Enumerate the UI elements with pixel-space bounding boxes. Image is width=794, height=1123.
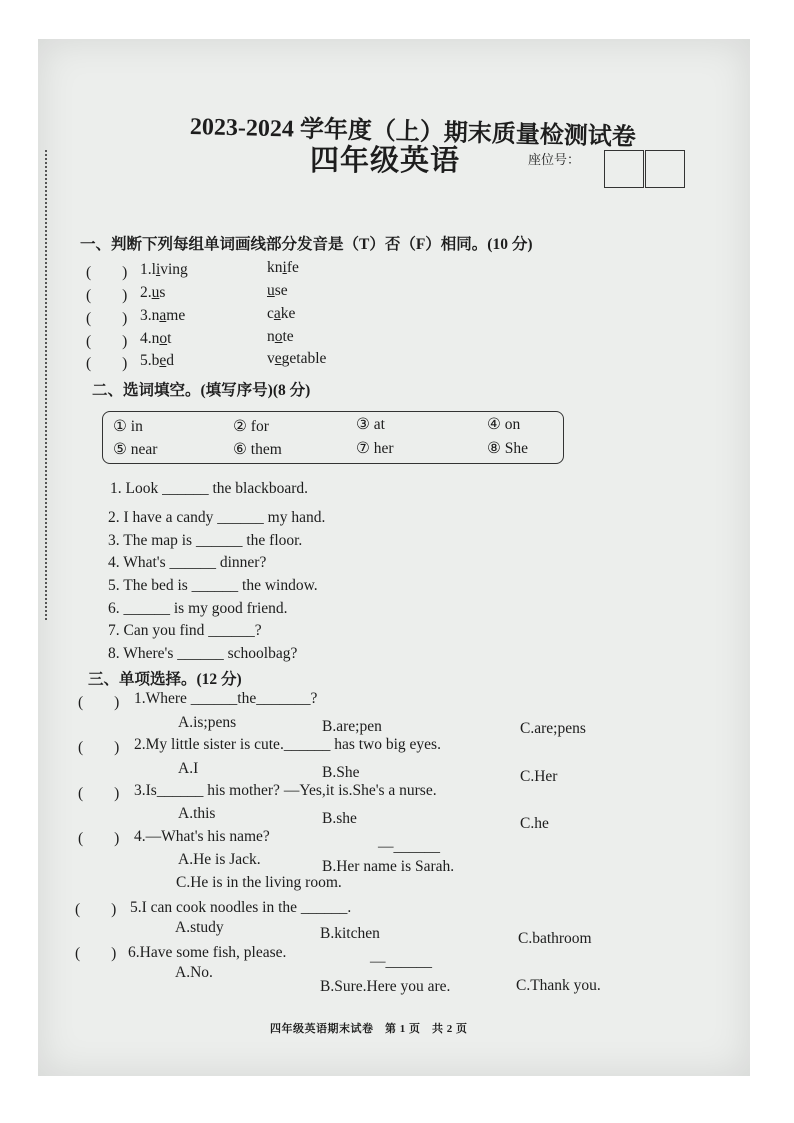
fill-sentence-7: 7. Can you find ______? [108, 622, 262, 639]
choice-c: C.he [520, 815, 549, 832]
choice-c: C.He is in the living room. [176, 874, 342, 891]
choice-c: C.bathroom [518, 930, 592, 947]
phonics-word-2: knife [267, 259, 299, 276]
fill-sentence-1: 1. Look ______ the blackboard. [110, 480, 309, 497]
word-option: ① in [113, 418, 143, 435]
word-option: ⑧ She [487, 440, 529, 457]
question-stem: 3.Is______ his mother? —Yes,it is.She's a nurse. [134, 782, 437, 799]
seat-number-box-2[interactable] [645, 150, 685, 188]
phonics-word-1: 1.living [140, 261, 188, 278]
phonics-word-2: cake [267, 305, 296, 322]
phonics-word-2: use [267, 282, 288, 299]
question-stem: 2.My little sister is cute.______ has two big eyes. [134, 736, 441, 753]
choice-a: A.is;pens [178, 714, 237, 731]
reply-blank: —______ [378, 838, 440, 855]
choice-b: B.are;pen [322, 718, 382, 735]
fill-sentence-4: 4. What's ______ dinner? [108, 554, 267, 571]
answer-bracket[interactable]: ( ) [78, 694, 120, 711]
answer-bracket[interactable]: ( ) [86, 333, 128, 350]
phonics-word-2: vegetable [267, 350, 327, 367]
fill-sentence-8: 8. Where's ______ schoolbag? [108, 645, 298, 662]
reply-blank: —______ [370, 953, 432, 970]
choice-c: C.Her [520, 768, 558, 785]
answer-bracket[interactable]: ( ) [86, 355, 128, 372]
answer-bracket[interactable]: ( ) [78, 739, 120, 756]
phonics-word-1: 3.name [140, 307, 186, 324]
word-option: ⑥ them [233, 441, 282, 458]
answer-bracket[interactable]: ( ) [86, 287, 128, 304]
word-option: ④ on [487, 416, 521, 433]
choice-a: A.He is Jack. [178, 851, 261, 868]
choice-a: A.study [175, 919, 224, 936]
exam-subtitle: 四年级英语 [310, 145, 461, 177]
section-3-heading: 三、单项选择。(12 分) [88, 671, 242, 688]
answer-bracket[interactable]: ( ) [78, 785, 120, 802]
word-bank-box [102, 411, 564, 464]
choice-b: B.kitchen [320, 925, 380, 942]
phonics-word-1: 5.bed [140, 352, 175, 369]
fill-sentence-5: 5. The bed is ______ the window. [108, 577, 318, 594]
choice-c: C.Thank you. [516, 977, 601, 994]
question-stem: 6.Have some fish, please. [128, 944, 287, 961]
choice-a: A.No. [175, 964, 213, 981]
choice-b: B.Her name is Sarah. [322, 858, 455, 875]
answer-bracket[interactable]: ( ) [75, 901, 117, 918]
word-option: ⑤ near [113, 441, 158, 458]
fill-sentence-6: 6. ______ is my good friend. [108, 600, 288, 617]
question-stem: 4.—What's his name? [134, 828, 270, 845]
question-stem: 1.Where ______the_______? [134, 690, 318, 707]
answer-bracket[interactable]: ( ) [86, 310, 128, 327]
exam-title: 2023-2024 学年度（上）期末质量检测试卷 [189, 114, 637, 151]
fill-sentence-2: 2. I have a candy ______ my hand. [108, 509, 326, 526]
section-1-heading: 一、判断下列每组单词画线部分发音是（T）否（F）相同。(10 分) [80, 236, 533, 253]
choice-b: B.Sure.Here you are. [320, 978, 451, 995]
word-option: ② for [233, 418, 269, 435]
phonics-word-1: 2.us [140, 284, 166, 301]
question-stem: 5.I can cook noodles in the ______. [130, 899, 352, 916]
binding-line [45, 150, 47, 620]
seat-number-box-1[interactable] [604, 150, 644, 188]
choice-b: B.She [322, 764, 360, 781]
phonics-word-1: 4.not [140, 330, 172, 347]
fill-sentence-3: 3. The map is ______ the floor. [108, 532, 303, 549]
choice-a: A.I [178, 760, 199, 777]
answer-bracket[interactable]: ( ) [75, 945, 117, 962]
seat-number-label: 座位号： [528, 152, 581, 167]
page-footer: 四年级英语期末试卷 第 1 页 共 2 页 [270, 1023, 468, 1035]
choice-b: B.she [322, 810, 357, 827]
word-option: ⑦ her [356, 440, 394, 457]
word-option: ③ at [356, 416, 385, 433]
choice-c: C.are;pens [520, 720, 586, 737]
answer-bracket[interactable]: ( ) [86, 264, 128, 281]
answer-bracket[interactable]: ( ) [78, 830, 120, 847]
section-2-heading: 二、选词填空。(填写序号)(8 分) [92, 382, 311, 399]
choice-a: A.this [178, 805, 216, 822]
phonics-word-2: note [267, 328, 294, 345]
